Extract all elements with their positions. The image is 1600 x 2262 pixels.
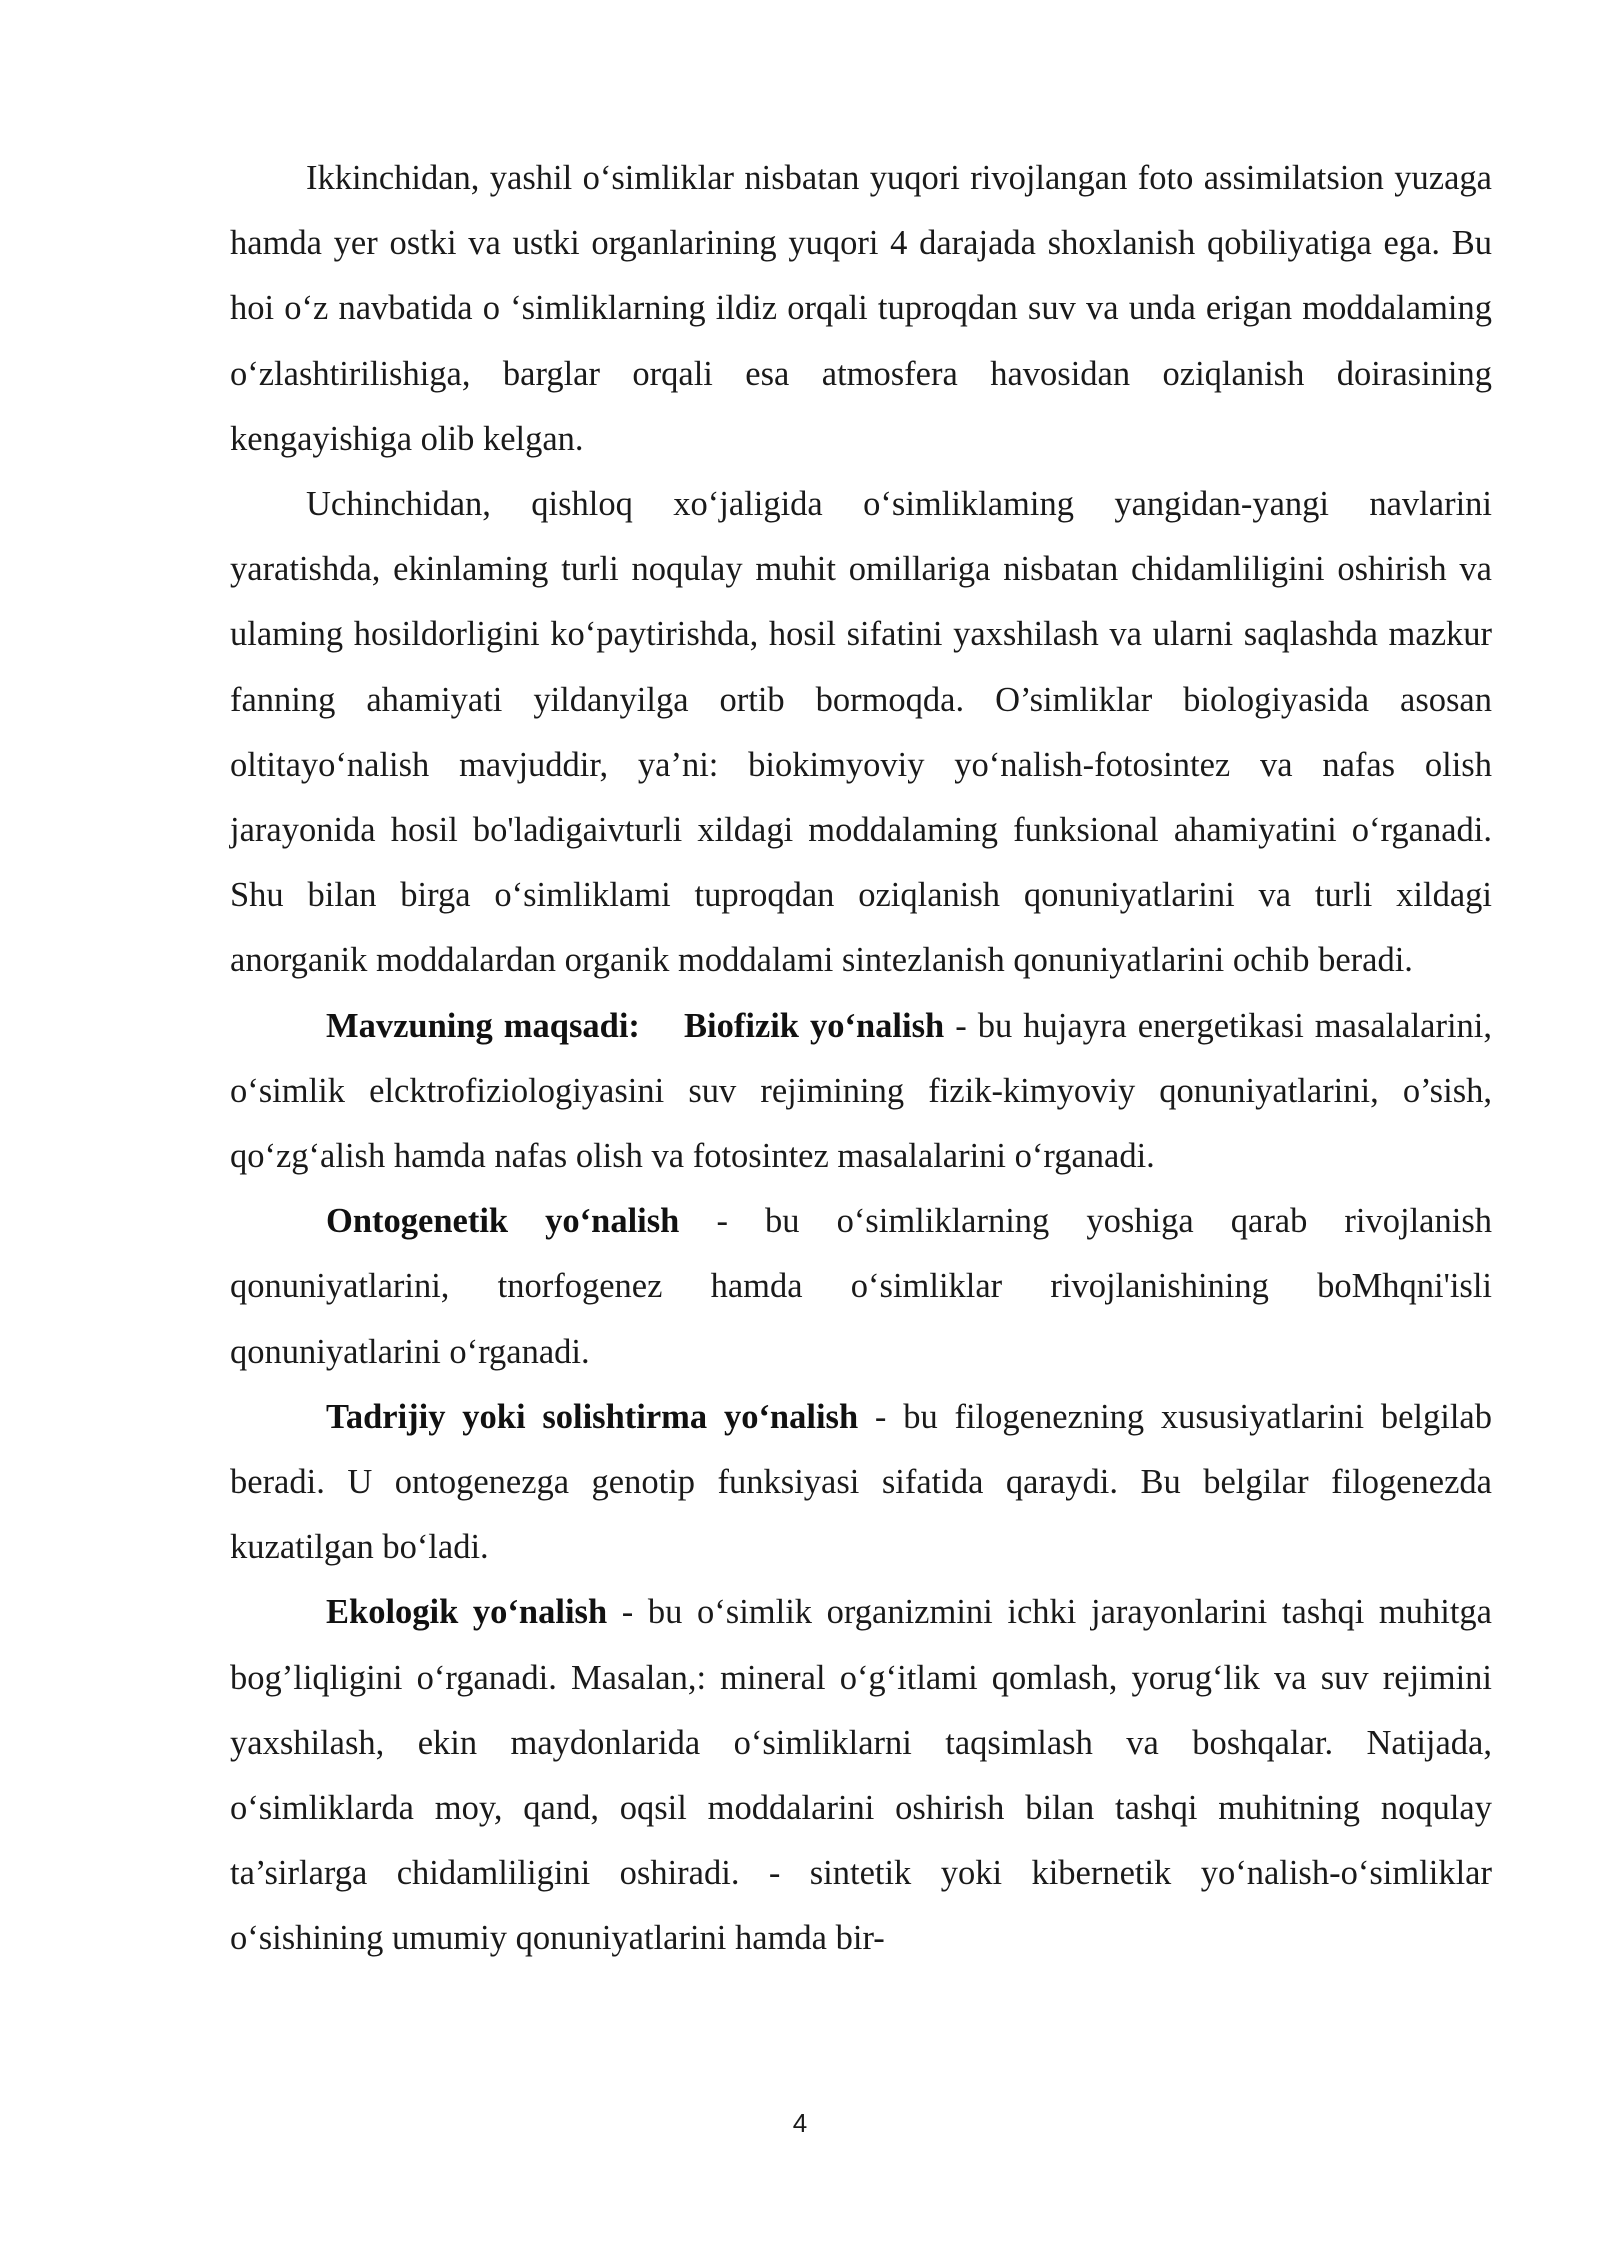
- heading-mavzuning-maqsadi: Mavzuning maqsadi:: [326, 1006, 640, 1045]
- paragraph-tadrijiy: [230, 1385, 1492, 1581]
- document-body: [230, 146, 1492, 1972]
- paragraph-mavzuning-maqsadi: [230, 994, 1492, 1190]
- paragraph-text-tadrijiy: - bu filogenezning xususiyatlarini belgilab beradi. U ontogenezga genotip funksiyasi sifatida qaraydi. Bu belgilar filogenezda kuzatilgan bo‘ladi.: [230, 1397, 1492, 1567]
- term-ekologik: Ekologik yo‘nalish: [326, 1593, 608, 1632]
- paragraph-text-ekologik: - bu o‘simlik organizmini ichki jarayonlarini tashqi muhitga bog’liqligini o‘rganadi. Masalan,: mineral o‘g‘itlami qomlash, yorug‘lik va suv rejimini yaxshilash, ekin maydonlarida o‘simliklarni taqsimlash va boshqalar. Natijada, o‘simliklarda moy, qand, oqsil moddalarini oshirish bilan tashqi muhitning noqulay ta’sirlarga chidamliligini oshiradi. - sintetik yoki kibernetik yo‘nalish-o‘simliklar o‘sishining umumiy qonuniyatlarini hamda bir-: [230, 1593, 1492, 1958]
- term-tadrijiy: Tadrijiy yoki solishtirma yo‘nalish: [326, 1397, 859, 1436]
- term-ontogenetik: Ontogenetik yo‘nalish: [326, 1202, 680, 1241]
- paragraph-uchinchidan: Uchinchidan, qishloq xo‘jaligida o‘simliklaming yangidan-yangi navlarini yaratishda, ekinlaming turli noqulay muhit omillariga nisbatan chidamliligini oshirish va ulaming hosildorligini ko‘paytirishda, hosil sifatini yaxshilash va ularni saqlashda mazkur fanning ahamiyati yildanyilga ortib bormoqda. O’simliklar biologiyasida asosan oltitayo‘nalish mavjuddir, ya’ni: biokimyoviy yo‘nalish-fotosintez va nafas olish jarayonida hosil bo'ladigaivturli xildagi moddalaming funksional ahamiyatini o‘rganadi. Shu bilan birga o‘simliklami tuproqdan oziqlanish qonuniyatlarini va turli xildagi anorganik moddalardan organik moddalami sintezlanish qonuniyatlarini ochib beradi.: [230, 485, 1492, 980]
- paragraph-text-biofizik: - bu hujayra energetikasi masalalarini, o‘simlik elcktrofiziologiyasini suv rejimining fizik-kimyoviy qonuniyatlarini, o’sish, qo‘zg‘alish hamda nafas olish va fotosintez masalalarini o‘rganadi.: [230, 1006, 1493, 1176]
- paragraph-text-ontogenetik: - bu o‘simliklarning yoshiga qarab rivojlanish qonuniyatlarini, tnorfogenez hamda o‘simliklar rivojlanishining boMhqni'isli qonuniyatlarini o‘rganadi.: [230, 1202, 1492, 1371]
- paragraph-ontogenetik: [230, 1189, 1492, 1385]
- page-number: 4: [792, 2108, 808, 2138]
- paragraph-ekologik: [230, 1580, 1492, 1971]
- term-biofizik: Biofizik yo‘nalish: [683, 1006, 945, 1045]
- paragraph-ikkinchidan: Ikkinchidan, yashil o‘simliklar nisbatan yuqori rivojlangan foto assimilatsion yuzaga hamda yer ostki va ustki organlarining yuqori 4 darajada shoxlanish qobiliyatiga ega. Bu hoi o‘z navbatida o ‘simliklarning ildiz orqali tuproqdan suv va unda erigan moddalaming o‘zlashtirilishiga, barglar orqali esa atmosfera havosidan oziqlanish doirasining kengayishiga olib kelgan.: [230, 159, 1492, 458]
